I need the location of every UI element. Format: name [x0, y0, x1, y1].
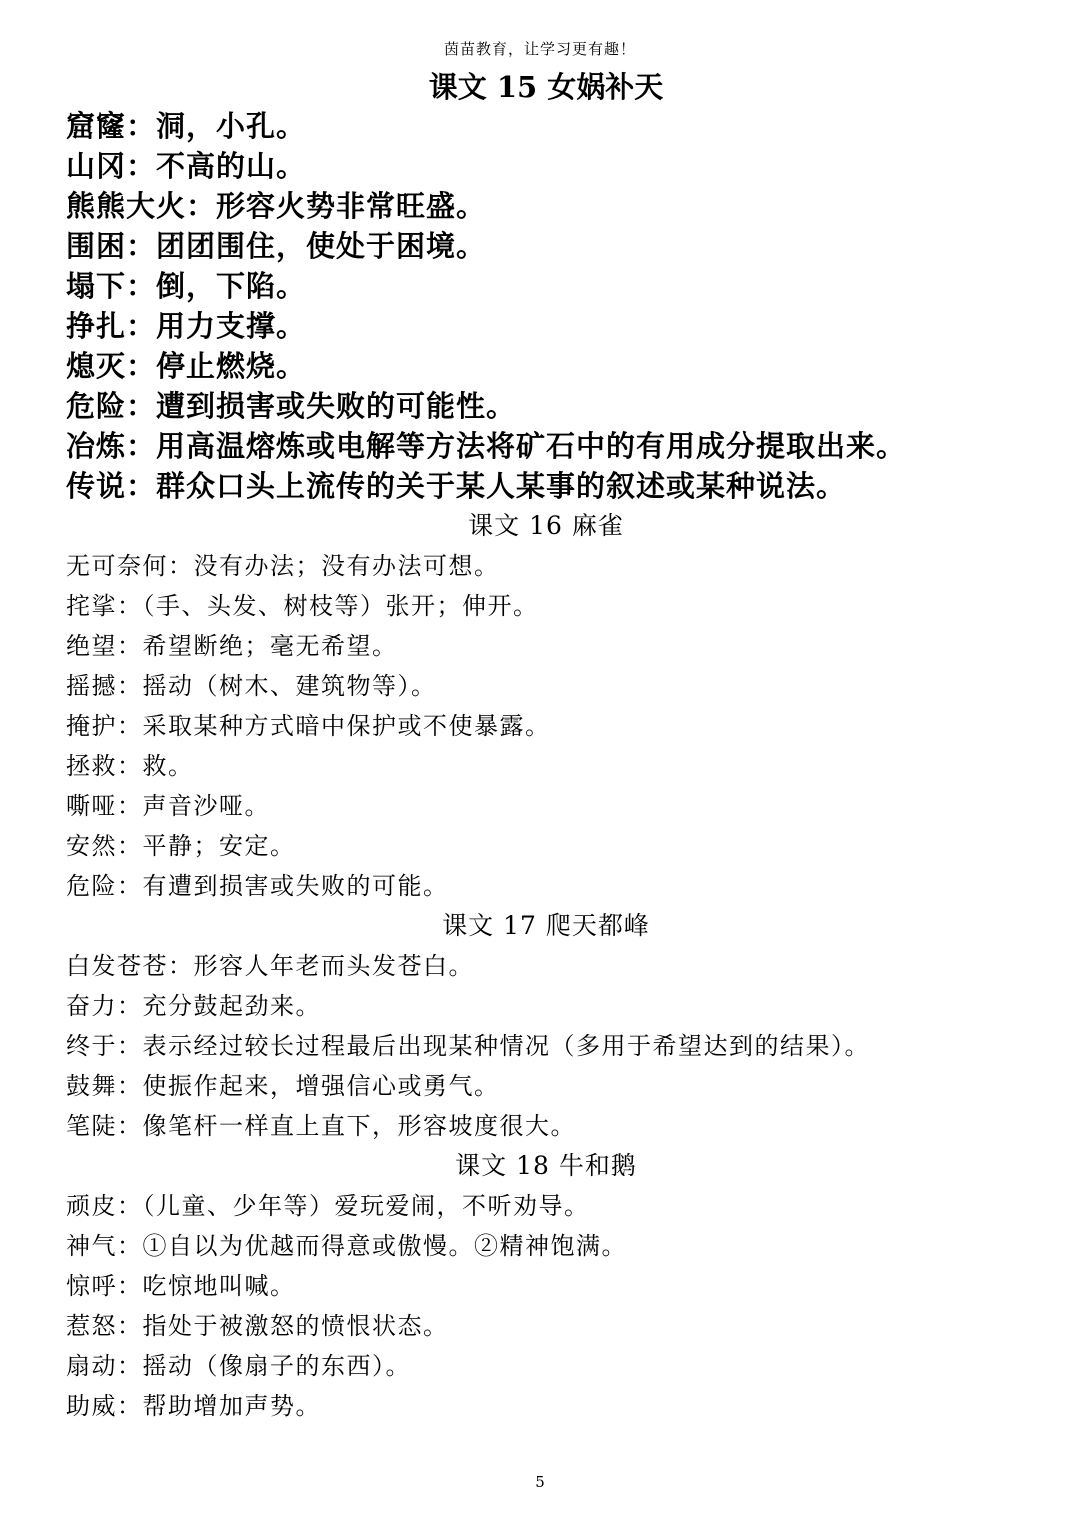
- vocab-entry: 窟窿：洞，小孔。: [66, 109, 307, 143]
- vocab-entry: 顽皮：（儿童、少年等）爱玩爱闹，不听劝导。: [66, 1192, 590, 1220]
- vocab-entry: 围困：团团围住，使处于困境。: [66, 229, 487, 263]
- section-lesson-16: [66, 506, 1026, 906]
- section-lesson-15: [66, 68, 1026, 506]
- vocab-entry: 嘶哑：声音沙哑。: [66, 792, 270, 820]
- vocab-entry: 危险：有遭到损害或失败的可能。: [66, 872, 449, 900]
- vocab-entry: 扇动：摇动（像扇子的东西）。: [66, 1352, 411, 1380]
- vocab-entry: 冶炼：用高温熔炼或电解等方法将矿石中的有用成分提取出来。: [66, 429, 907, 463]
- vocab-entry: 山冈：不高的山。: [66, 149, 307, 183]
- vocab-entry: 摇撼：摇动（树木、建筑物等）。: [66, 672, 437, 700]
- vocab-entry: 挓挲：（手、头发、树枝等）张开；伸开。: [66, 592, 539, 620]
- vocab-entry: 助威：帮助增加声势。: [66, 1392, 321, 1420]
- vocab-entry: 安然：平静；安定。: [66, 832, 296, 860]
- section-title: 课文 17 爬天都峰: [442, 911, 650, 940]
- vocab-entry: 白发苍苍：形容人年老而头发苍白。: [66, 952, 474, 980]
- vocab-entry: 神气：①自以为优越而得意或傲慢。②精神饱满。: [66, 1232, 627, 1260]
- vocab-entry: 掩护：采取某种方式暗中保护或不使暴露。: [66, 712, 551, 740]
- page-header: 茵苗教育，让学习更有趣！: [443, 40, 636, 58]
- vocab-entry: 熊熊大火：形容火势非常旺盛。: [66, 189, 487, 223]
- page-number: 5: [535, 1473, 545, 1491]
- vocab-entry: 无可奈何：没有办法；没有办法可想。: [66, 552, 500, 580]
- vocab-entry: 挣扎：用力支撑。: [66, 309, 307, 343]
- vocab-entry: 奋力：充分鼓起劲来。: [66, 992, 321, 1020]
- section-title: 课文 18 牛和鹅: [455, 1151, 637, 1180]
- vocab-entry: 熄灭：停止燃烧。: [66, 349, 307, 383]
- vocab-entry: 惊呼：吃惊地叫喊。: [66, 1272, 296, 1300]
- section-title: 课文 15 女娲补天: [428, 70, 664, 104]
- vocab-entry: 传说：群众口头上流传的关于某人某事的叙述或某种说法。: [66, 469, 847, 503]
- document-body: [66, 68, 1026, 1426]
- vocab-entry: 绝望：希望断绝；毫无希望。: [66, 632, 398, 660]
- section-lesson-17: [66, 906, 1026, 1146]
- vocab-entry: 塌下：倒，下陷。: [66, 269, 307, 303]
- section-lesson-18: [66, 1146, 1026, 1426]
- vocab-entry: 鼓舞：使振作起来，增强信心或勇气。: [66, 1072, 500, 1100]
- section-title: 课文 16 麻雀: [468, 511, 624, 540]
- vocab-entry: 危险：遭到损害或失败的可能性。: [66, 389, 517, 423]
- vocab-entry: 惹怒：指处于被激怒的愤恨状态。: [66, 1312, 449, 1340]
- vocab-entry: 终于：表示经过较长过程最后出现某种情况（多用于希望达到的结果）。: [66, 1032, 870, 1060]
- vocab-entry: 笔陡：像笔杆一样直上直下，形容坡度很大。: [66, 1112, 576, 1140]
- vocab-entry: 拯救：救。: [66, 752, 194, 780]
